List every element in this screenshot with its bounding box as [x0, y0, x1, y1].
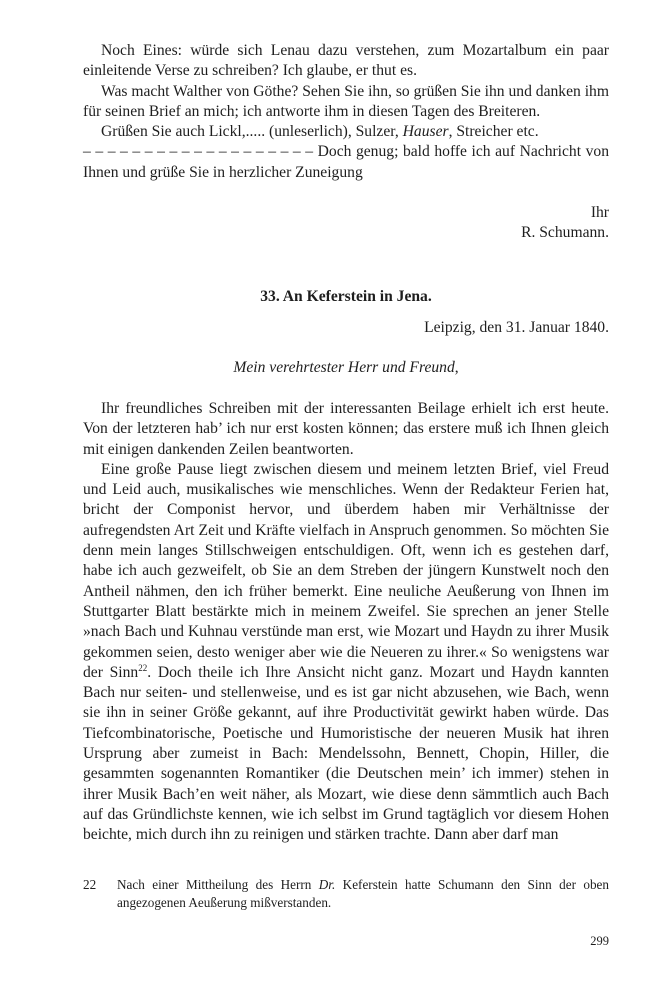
footnote-text: Nach einer Mittheilung des Herrn Dr. Keferstein hatte Schumann den Sinn der oben angezogenen Aeußerung mißverstanden. — [117, 877, 609, 910]
dateline: Leipzig, den 31. Januar 1840. — [424, 319, 609, 336]
italic-name: Hauser — [402, 123, 449, 141]
paragraph: Was macht Walther von Göthe? Sehen Sie ihn, so grüßen Sie ihn und danken ihm für seinen Brief an mich; ich antworte ihm in diesen Tagen des Breiteren. — [83, 82, 609, 120]
letter-heading: 33. An Keferstein in Jena. — [260, 288, 432, 305]
footnote — [83, 876, 609, 911]
footnote-marker[interactable]: 22 — [138, 662, 148, 673]
closing: Ihr — [590, 204, 609, 222]
paragraph: Eine große Pause liegt zwischen diesem und meinem letzten Brief, viel Freud und Leid auch, musikalisches wie menschliches. Wenn der Redakteur Ferien hat, bricht der Componist hervor, und überdem haben mir Verhältnisse der aufregendsten Art Zeit und Kräfte vielfach in Anspruch genommen. So möchten Sie denn mein langes Stillschweigen entschuldigen. Oft, wenn ich es gestehen darf, habe ich auch gezweifelt, ob Sie an dem Streben der jüngern Kunstwelt noch den Antheil nähmen, den ich früher bemerkt. Eine neuliche Aeußerung von Ihnen im Stuttgarter Blatt bestärkte mich in meinem Zweifel. Sie sprechen an jener Stelle »nach Bach und Kuhnau verstünde man erst, wie Mozart und Haydn zu ihrer Musik gekommen seien, desto weniger aber wie die Neueren zu ihrer.« So wenigstens war der Sinn$^{22}$. Doch theile ich Ihre Ansicht nicht ganz. Mozart und Haydn kannten Bach nur seiten- und stellenweise, und es ist gar nicht abzusehen, wie Bach, wenn sie ihn in seiner Größe gekannt, auf ihre Productivität gewirkt haben würde. Das Tiefcombinatorische, Poetische und Humoristische der neueren Musik hat ihren Ursprung aber zumeist in Bach: Mendelssohn, Bennett, Chopin, Hiller, die gesammten sogenannten Romantiker (die Deutschen mein’ ich immer) stehen in ihrer Musik Bach’en weit näher, als Mozart, wie diese denn sämmtlich auch Bach auf das Gründlichste kennen, wie ich selbst im Grund tagtäglich vor diesem Hohen beichte, mich durch ihn zu reinigen und stärken trachte. Dann aber darf man — [83, 460, 609, 844]
footnote-number: 22 — [83, 877, 97, 892]
salutation: Mein verehrtester Herr und Freund, — [233, 359, 459, 376]
paragraph: – – – – – – – – – – – – – – – – – – – Doch genug; bald hoffe ich auf Nachricht von Ihnen und grüße Sie in herzlicher Zuneigung — [83, 143, 610, 181]
signature: R. Schumann. — [521, 224, 609, 242]
paragraph: Ihr freundliches Schreiben mit der interessanten Beilage erhielt ich erst heute. Von der letzteren hab’ ich nur erst kosten können; das erstere muß ich Ihnen gleich mit einigen dankenden Zeilen beantworten. — [83, 400, 609, 458]
previous-letter-ending — [83, 41, 609, 244]
paragraph: Grüßen Sie auch Lickl,..... (unleserlich), Sulzer, Hauser, Streicher etc. — [101, 123, 539, 141]
paragraph: Noch Eines: würde sich Lenau dazu verstehen, zum Mozartalbum ein paar einleitende Verse zu schreiben? Ich glaube, er thut es. — [83, 42, 609, 80]
omission-dashes: – – – – – – – – – – – – – – – – – – – — [83, 143, 314, 161]
page-number: 299 — [590, 934, 609, 948]
letter-body — [83, 399, 609, 846]
